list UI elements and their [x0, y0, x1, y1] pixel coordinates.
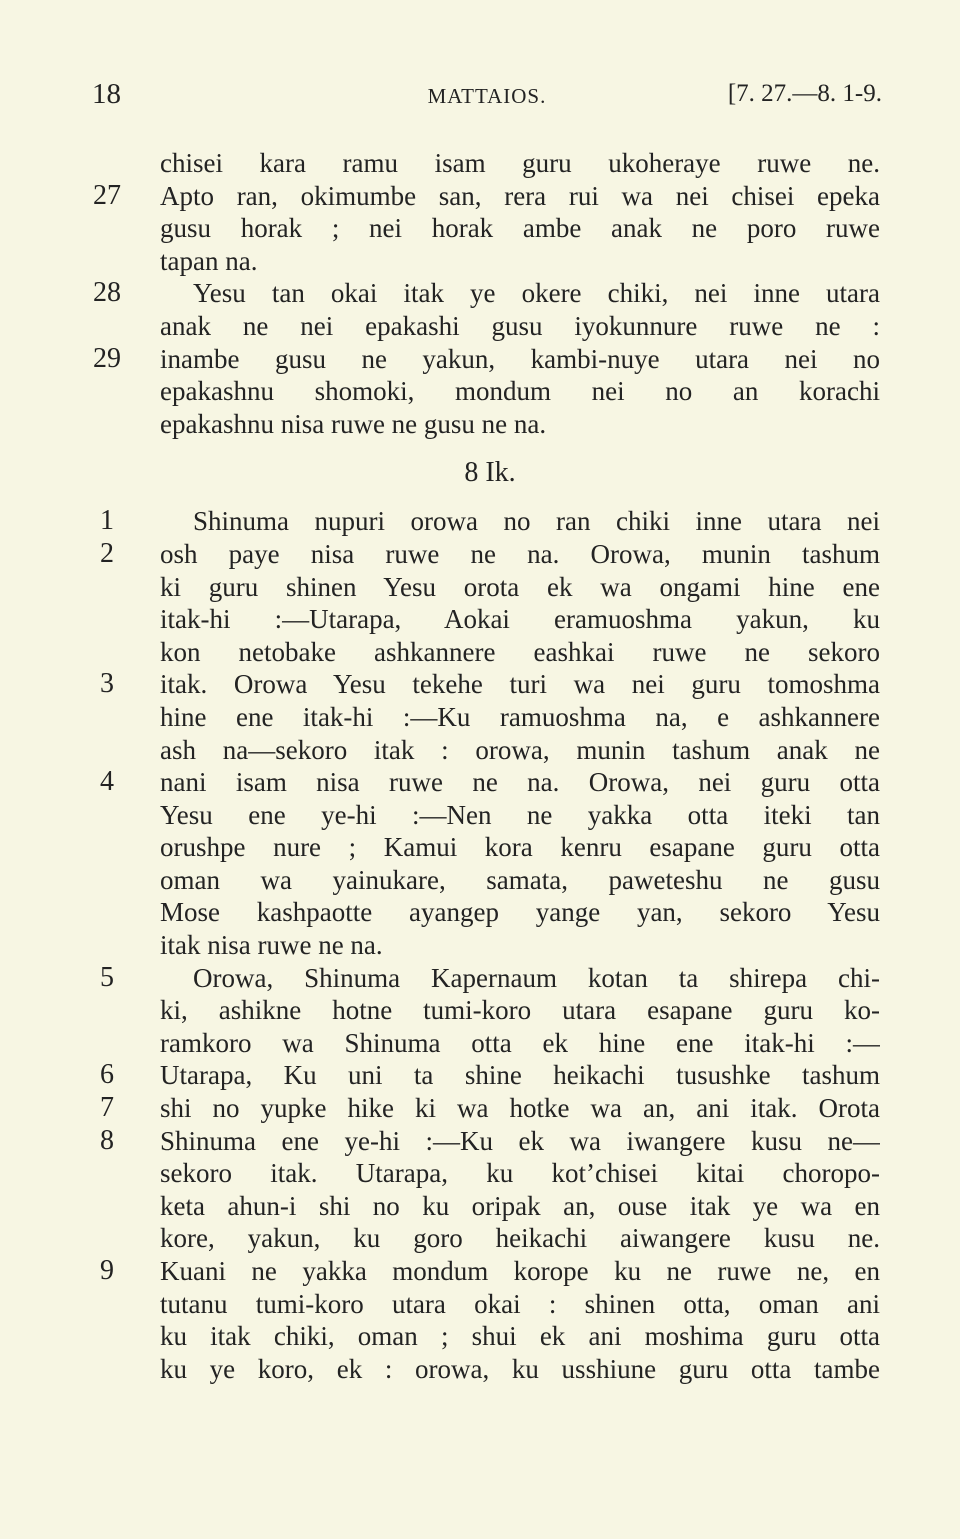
text-line — [0, 1027, 960, 1060]
text-line — [0, 766, 960, 799]
line-text: Shinuma ene ye-hi :—Ku ek wa iwangere kusu ne— — [160, 1125, 880, 1156]
line-text: ash na—sekoro itak : orowa, munin tashum anak ne — [160, 734, 880, 765]
text-line — [0, 929, 960, 962]
text-line — [0, 799, 960, 832]
text-line — [0, 1157, 960, 1190]
text-line — [0, 1288, 960, 1321]
text-line — [0, 636, 960, 669]
verse-number: 2 — [100, 537, 114, 569]
line-text: Orowa, Shinuma Kapernaum kotan ta shirepa chi- — [193, 962, 880, 993]
line-text: ku ye koro, ek : orowa, ku usshiune guru otta tambe — [160, 1353, 880, 1384]
line-text: shi no yupke hike ki wa hotke wa an, ani itak. Orota — [160, 1093, 880, 1124]
line-text: Utarapa, Ku uni ta shine heikachi tusushke tashum — [160, 1060, 880, 1091]
text-line — [0, 1353, 960, 1386]
verse-number: 9 — [100, 1255, 114, 1286]
verse-number: 6 — [100, 1059, 114, 1091]
text-line — [0, 734, 960, 767]
text-line — [0, 1125, 960, 1158]
text-line — [0, 1222, 960, 1255]
verse-number: 7 — [100, 1092, 114, 1124]
text-line — [0, 603, 960, 636]
verse-number: 8 — [100, 1124, 114, 1156]
text-line — [0, 962, 960, 995]
line-text: Shinuma nupuri orowa no ran chiki inne utara nei — [193, 506, 880, 537]
verse-number: 29 — [93, 342, 121, 374]
text-line — [0, 1059, 960, 1092]
text-line — [0, 245, 960, 278]
line-text: ku itak chiki, oman ; shui ek ani moshima guru otta — [160, 1321, 880, 1352]
text-line — [0, 180, 960, 213]
line-text: Mose kashpaotte ayangep yange yan, sekoro Yesu — [160, 897, 880, 928]
line-text: tutanu tumi-koro utara okai : shinen otta, oman ani — [160, 1288, 880, 1319]
line-text: nani isam nisa ruwe ne na. Orowa, nei guru otta — [160, 767, 880, 798]
line-text: chisei kara ramu isam guru ukoheraye ruwe ne. — [160, 148, 880, 178]
text-line — [0, 310, 960, 343]
line-text: kore, yakun, ku goro heikachi aiwangere kusu ne. — [160, 1223, 880, 1254]
line-text: itak. Orowa Yesu tekehe turi wa nei guru tomoshma — [160, 669, 880, 700]
line-text: gusu horak ; nei horak ambe anak ne poro ruwe — [160, 213, 880, 244]
verse-number: 5 — [100, 961, 114, 993]
line-text: sekoro itak. Utarapa, ku kot’chisei kitai choropo- — [160, 1158, 880, 1189]
line-text: anak ne nei epakashi gusu iyokunnure ruwe ne : — [160, 310, 880, 341]
line-text: inambe gusu ne yakun, kambi-nuye utara nei no — [160, 343, 880, 374]
text-line — [0, 668, 960, 701]
text-line — [0, 1320, 960, 1353]
verse-number: 28 — [93, 277, 121, 309]
text-line — [0, 571, 960, 604]
chapter-7-ending — [0, 147, 960, 440]
text-line — [0, 505, 960, 538]
line-text: kon netobake ashkannere eashkai ruwe ne sekoro — [160, 636, 880, 667]
line-text: ki guru shinen Yesu orota ek wa ongami hine ene — [160, 571, 880, 602]
line-text: Kuani ne yakka mondum korope ku ne ruwe ne, en — [160, 1256, 880, 1286]
text-line — [0, 343, 960, 376]
line-text: epakashnu shomoki, mondum nei no an korachi — [160, 376, 880, 407]
line-text: ramkoro wa Shinuma otta ek hine ene itak-hi :— — [160, 1027, 880, 1058]
verse-number: 27 — [93, 179, 121, 211]
running-title: MATTAIOS. — [427, 84, 547, 108]
line-text: itak-hi :—Utarapa, Aokai eramuoshma yakun, ku — [160, 604, 880, 635]
text-line — [0, 896, 960, 929]
verse-number: 3 — [100, 668, 114, 700]
line-text: Yesu tan okai itak ye okere chiki, nei inne utara — [193, 278, 880, 309]
line-text: Apto ran, okimumbe san, rera rui wa nei chisei epeka — [160, 180, 880, 211]
text-line — [0, 1092, 960, 1125]
chapter-verse-range: [7. 27.—8. 1-9. — [727, 80, 882, 107]
text-line — [0, 831, 960, 864]
text-line — [0, 538, 960, 571]
line-text: epakashnu nisa ruwe ne gusu ne na. — [160, 408, 547, 439]
text-line — [0, 147, 960, 180]
page-header — [92, 78, 882, 118]
line-text: osh paye nisa ruwe ne na. Orowa, munin tashum — [160, 538, 880, 569]
text-line — [0, 994, 960, 1027]
verse-number: 1 — [100, 505, 114, 537]
text-line — [0, 408, 960, 441]
text-line — [0, 212, 960, 245]
line-text: keta ahun-i shi no ku oripak an, ouse itak ye wa en — [160, 1190, 880, 1221]
chapter-8-text — [0, 505, 960, 1385]
text-line — [0, 864, 960, 897]
line-text: orushpe nure ; Kamui kora kenru esapane guru otta — [160, 832, 880, 863]
verse-number: 4 — [100, 766, 114, 798]
page-number: 18 — [92, 78, 121, 110]
text-line — [0, 1255, 960, 1288]
line-text: oman wa yainukare, samata, paweteshu ne gusu — [160, 864, 880, 895]
chapter-heading: 8 Ik. — [464, 457, 516, 489]
line-text: itak nisa ruwe ne na. — [160, 930, 383, 961]
text-line — [0, 1190, 960, 1223]
line-text: Yesu ene ye-hi :—Nen ne yakka otta iteki tan — [160, 799, 880, 830]
line-text: ki, ashikne hotne tumi-koro utara esapane guru ko- — [160, 995, 880, 1026]
scripture-text — [0, 147, 960, 1385]
line-text: hine ene itak-hi :—Ku ramuoshma na, e ashkannere — [160, 701, 880, 732]
line-text: tapan na. — [160, 245, 258, 276]
text-line — [0, 375, 960, 408]
text-line — [0, 277, 960, 310]
text-line — [0, 701, 960, 734]
